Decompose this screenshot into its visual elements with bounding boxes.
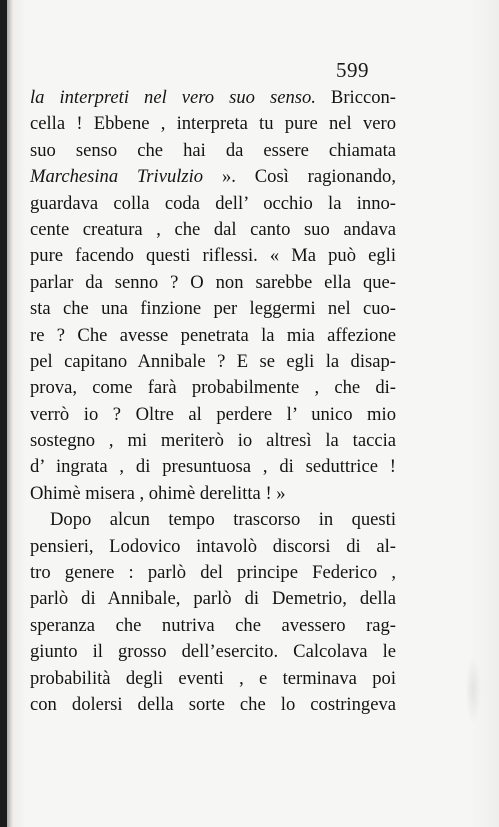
text-line (30, 534, 396, 560)
text-line (30, 454, 396, 480)
text-line (30, 507, 396, 533)
text-line (30, 586, 396, 612)
text-segment: prova, come farà probabilmente , che di- (30, 377, 396, 399)
text-line (30, 111, 396, 137)
text-segment: pel capitano Annibale ? E se egli la disap- (30, 350, 396, 372)
text-segment: parlar da senno ? O non sarebbe ella que- (30, 271, 396, 293)
text-line (30, 428, 396, 454)
text-segment: probabilità degli eventi , e terminava poi (30, 667, 396, 689)
text-line (30, 481, 396, 507)
text-line (30, 560, 396, 586)
page-number: 599 (336, 58, 369, 82)
text-line (30, 666, 396, 692)
text-line (30, 402, 396, 428)
spine-shadow (7, 0, 13, 827)
text-segment: re ? Che avesse penetrata la mia affezione (30, 324, 396, 346)
text-segment: sostegno , mi meriterò io altresì la taccia (30, 430, 396, 452)
text-line (30, 613, 396, 639)
italic-text-segment: la interpreti nel vero suo senso. (30, 87, 316, 108)
text-line (30, 243, 396, 269)
text-line (30, 639, 396, 665)
text-segment: tro genere : parlò del principe Federico , (30, 562, 396, 584)
text-line (30, 692, 396, 718)
text-segment: cente creatura , che dal canto suo andava (30, 218, 396, 240)
text-line (30, 375, 396, 401)
text-segment: pensieri, Lodovico intavolò discorsi di al- (30, 535, 396, 557)
body-text (30, 85, 396, 718)
text-line (30, 270, 396, 296)
text-segment: pure facendo questi riflessi. « Ma può egli (30, 245, 396, 267)
text-segment: parlò di Annibale, parlò di Demetrio, della (30, 588, 396, 610)
page-stain (465, 655, 481, 725)
text-line (30, 217, 396, 243)
text-line (30, 323, 396, 349)
text-segment: d’ ingrata , di presuntuosa , di seduttrice ! (30, 456, 396, 478)
text-segment: speranza che nutriva che avessero rag- (30, 614, 396, 636)
text-segment: cella ! Ebbene , interpreta tu pure nel vero (30, 113, 396, 135)
text-segment: ». Così ragionando, (203, 166, 396, 188)
text-segment: verrò io ? Oltre al perdere l’ unico mio (30, 403, 396, 425)
text-line (30, 191, 396, 217)
text-line (30, 349, 396, 375)
text-segment: suo senso che hai da essere chiamata (30, 139, 396, 161)
book-spine-edge (0, 0, 7, 827)
text-line (30, 164, 396, 190)
text-segment: Dopo alcun tempo trascorso in questi (50, 509, 396, 531)
text-segment: con dolersi della sorte che lo costringeva (30, 693, 396, 715)
text-segment: Ohimè misera , ohimè derelitta ! » (30, 482, 286, 504)
text-segment: sta che una finzione per leggermi nel cuo- (30, 298, 396, 320)
text-line (30, 138, 396, 164)
text-line (30, 296, 396, 322)
text-segment: Briccon- (315, 87, 396, 108)
text-segment: giunto il grosso dell’esercito. Calcolava le (30, 641, 396, 663)
text-segment: guardava colla coda dell’ occhio la inno- (30, 192, 396, 214)
italic-text-segment: Marchesina Trivulzio (30, 166, 204, 188)
text-line (30, 85, 396, 111)
